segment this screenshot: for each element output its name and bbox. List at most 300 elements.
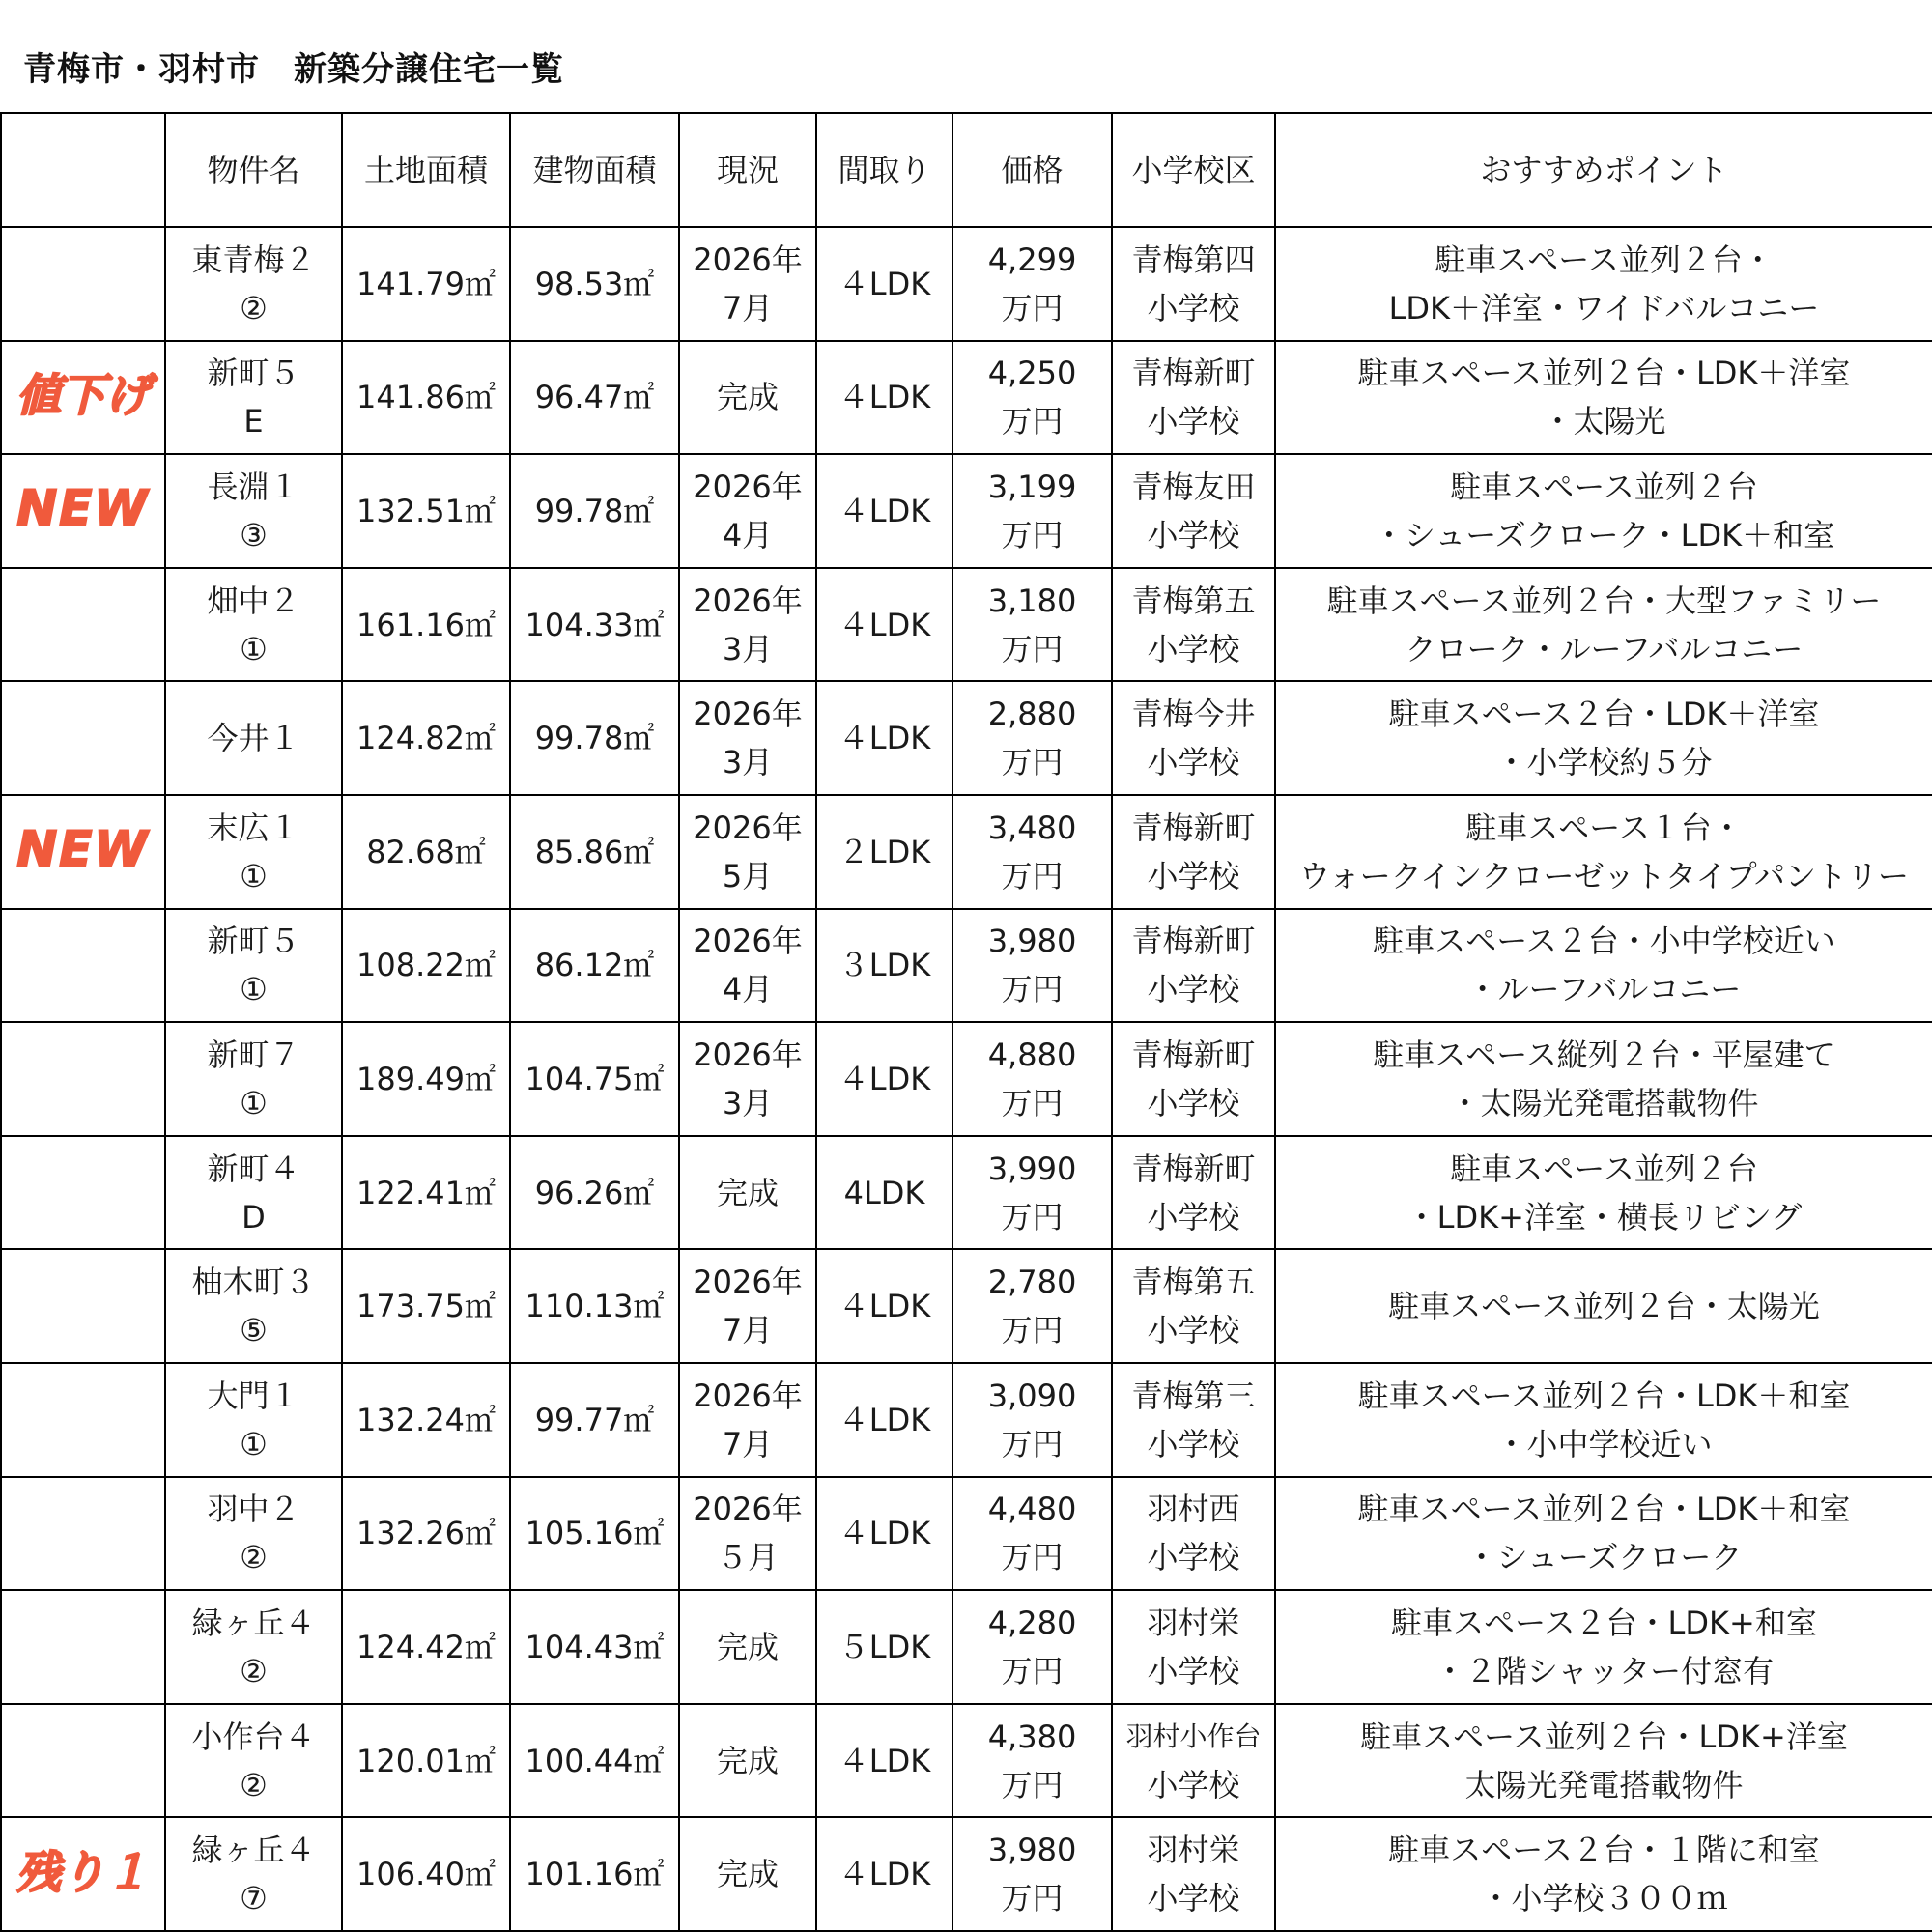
- building-area: 96.26㎡: [534, 1174, 655, 1211]
- price-cell: [952, 1363, 1112, 1477]
- property-name: ②: [240, 1539, 268, 1577]
- floor-layout: ４LDK: [838, 720, 931, 757]
- property-name: ③: [240, 516, 268, 554]
- property-name: D: [242, 1198, 266, 1236]
- floor-layout: ４LDK: [838, 1401, 931, 1438]
- status-text: 2026年: [693, 923, 803, 960]
- status-badge: NEW: [16, 479, 150, 536]
- recommend-point: ・LDK+洋室・横長リビング: [1406, 1198, 1803, 1236]
- property-name: 新町５: [207, 923, 300, 960]
- school-cell: [1112, 1249, 1275, 1363]
- layout-cell: [816, 454, 952, 568]
- building-area-cell: [510, 1590, 679, 1704]
- col-header-points: おすすめポイント: [1275, 113, 1932, 227]
- price-text: 万円: [1001, 744, 1064, 781]
- building-area-cell: [510, 681, 679, 795]
- recommend-point: 駐車スペース２台・１階に和室: [1388, 1832, 1820, 1869]
- property-name-cell: [165, 909, 342, 1023]
- price-text: 万円: [1001, 1652, 1064, 1690]
- price-text: 万円: [1001, 1766, 1064, 1804]
- recommend-point: ウォークインクローゼットタイプパントリー: [1298, 857, 1910, 895]
- recommend-point: ・ルーフバルコニー: [1466, 971, 1742, 1009]
- property-name: 長淵１: [207, 468, 300, 505]
- points-cell: [1275, 1249, 1932, 1363]
- school-district: 小学校: [1147, 516, 1240, 554]
- land-area-cell: [342, 341, 510, 455]
- floor-layout: ４LDK: [838, 1515, 931, 1552]
- school-district: 小学校: [1147, 1880, 1240, 1918]
- property-name: ①: [240, 857, 268, 895]
- status-cell: [679, 1704, 816, 1818]
- property-name: ②: [240, 1652, 268, 1690]
- property-name-cell: [165, 795, 342, 909]
- points-cell: [1275, 1022, 1932, 1136]
- status-cell: [679, 1136, 816, 1250]
- price-text: 万円: [1001, 289, 1064, 327]
- status-text: 3月: [722, 744, 774, 781]
- points-cell: [1275, 568, 1932, 682]
- property-name: ⑤: [240, 1312, 268, 1350]
- status-text: 7月: [722, 289, 774, 327]
- school-district: 小学校: [1147, 971, 1240, 1009]
- recommend-point: ・小学校３００ｍ: [1480, 1880, 1728, 1918]
- building-area: 104.75㎡: [525, 1060, 665, 1097]
- land-area-cell: [342, 1136, 510, 1250]
- recommend-point: ・シューズクローク・LDK＋和室: [1373, 516, 1835, 554]
- layout-cell: [816, 795, 952, 909]
- floor-layout: ４LDK: [838, 1060, 931, 1097]
- table-row[interactable]: [1, 909, 1932, 1023]
- price-text: 4,280: [987, 1604, 1077, 1641]
- status-text: 4月: [722, 516, 774, 554]
- recommend-point: 駐車スペース並列２台: [1450, 468, 1758, 505]
- building-area-cell: [510, 1136, 679, 1250]
- status-text: 完成: [716, 1174, 779, 1211]
- floor-layout: ４LDK: [838, 606, 931, 643]
- recommend-point: 駐車スペース２台・LDK＋洋室: [1388, 696, 1820, 733]
- floor-layout: ２LDK: [838, 833, 931, 870]
- points-cell: [1275, 795, 1932, 909]
- price-cell: [952, 1136, 1112, 1250]
- table-row[interactable]: [1, 795, 1932, 909]
- land-area-cell: [342, 681, 510, 795]
- price-cell: [952, 795, 1112, 909]
- status-text: 完成: [716, 1628, 779, 1665]
- school-district: 小学校: [1147, 403, 1240, 440]
- school-district: 青梅新町: [1131, 1150, 1256, 1187]
- price-cell: [952, 681, 1112, 795]
- table-row[interactable]: [1, 1817, 1932, 1931]
- land-area: 132.51㎡: [356, 492, 496, 529]
- property-name-cell: [165, 1590, 342, 1704]
- status-cell: [679, 681, 816, 795]
- land-area: 132.24㎡: [356, 1401, 496, 1438]
- building-area-cell: [510, 1249, 679, 1363]
- table-row[interactable]: [1, 341, 1932, 455]
- layout-cell: [816, 1022, 952, 1136]
- price-text: 万円: [1001, 1539, 1064, 1577]
- land-area: 141.79㎡: [356, 265, 496, 302]
- property-name-cell: [165, 1136, 342, 1250]
- property-name: 新町７: [207, 1036, 300, 1073]
- status-text: 2026年: [693, 468, 803, 505]
- property-name: ①: [240, 971, 268, 1009]
- floor-layout: ３LDK: [838, 947, 931, 984]
- status-text: 2026年: [693, 241, 803, 278]
- points-cell: [1275, 909, 1932, 1023]
- layout-cell: [816, 1477, 952, 1591]
- price-text: 万円: [1001, 403, 1064, 440]
- property-name: E: [243, 403, 264, 440]
- table-row[interactable]: [1, 1022, 1932, 1136]
- table-row[interactable]: [1, 1590, 1932, 1704]
- recommend-point: 駐車スペース２台・小中学校近い: [1373, 923, 1835, 960]
- status-text: 2026年: [693, 1491, 803, 1528]
- recommend-point: 太陽光発電搭載物件: [1464, 1766, 1744, 1804]
- table-row[interactable]: [1, 1136, 1932, 1250]
- land-area-cell: [342, 909, 510, 1023]
- school-district: 羽村栄: [1147, 1604, 1240, 1641]
- points-cell: [1275, 1136, 1932, 1250]
- recommend-point: 駐車スペース並列２台・LDK＋洋室: [1357, 355, 1851, 392]
- school-district: 小学校: [1147, 1198, 1240, 1236]
- property-name-cell: [165, 1022, 342, 1136]
- school-district: 小学校: [1147, 1766, 1240, 1804]
- floor-layout: ５LDK: [838, 1628, 931, 1665]
- property-name: ②: [240, 289, 268, 327]
- status-cell: [679, 909, 816, 1023]
- property-name-cell: [165, 681, 342, 795]
- land-area-cell: [342, 795, 510, 909]
- recommend-point: 駐車スペース並列２台・大型ファミリー: [1326, 582, 1882, 619]
- table-row[interactable]: [1, 454, 1932, 568]
- school-district: 青梅新町: [1131, 355, 1256, 392]
- col-header-name: 物件名: [165, 113, 342, 227]
- price-text: 4,250: [987, 355, 1077, 392]
- building-area: 96.47㎡: [534, 379, 655, 416]
- recommend-point: ・太陽光: [1542, 403, 1666, 440]
- price-cell: [952, 1249, 1112, 1363]
- status-cell: [679, 1590, 816, 1704]
- table-row[interactable]: [1, 1477, 1932, 1591]
- land-area: 82.68㎡: [366, 833, 486, 870]
- property-name-cell: [165, 568, 342, 682]
- price-text: 万円: [1001, 1198, 1064, 1236]
- status-text: 4月: [722, 971, 774, 1009]
- table-header-row: [1, 113, 1932, 227]
- land-area: 106.40㎡: [356, 1856, 496, 1893]
- price-text: 万円: [1001, 1880, 1064, 1918]
- school-cell: [1112, 681, 1275, 795]
- listing-table: [0, 112, 1932, 1932]
- building-area-cell: [510, 909, 679, 1023]
- price-cell: [952, 341, 1112, 455]
- table-row[interactable]: [1, 1704, 1932, 1818]
- recommend-point: 駐車スペース並列２台: [1450, 1150, 1758, 1187]
- status-text: ５月: [716, 1539, 779, 1577]
- price-text: 万円: [1001, 516, 1064, 554]
- price-text: 3,980: [987, 1832, 1077, 1869]
- recommend-point: ・シューズクローク: [1465, 1539, 1743, 1577]
- col-header-building-area: 建物面積: [510, 113, 679, 227]
- table-row[interactable]: [1, 1249, 1932, 1363]
- status-cell: [679, 795, 816, 909]
- floor-layout: ４LDK: [838, 379, 931, 416]
- school-cell: [1112, 1022, 1275, 1136]
- status-cell: [679, 1817, 816, 1931]
- building-area-cell: [510, 1022, 679, 1136]
- points-cell: [1275, 1704, 1932, 1818]
- land-area: 124.42㎡: [356, 1628, 496, 1665]
- status-cell: [679, 227, 816, 341]
- building-area: 86.12㎡: [534, 947, 655, 984]
- points-cell: [1275, 1590, 1932, 1704]
- school-district: 小学校: [1147, 289, 1240, 327]
- recommend-point: 駐車スペース並列２台・LDK＋和室: [1357, 1377, 1851, 1414]
- land-area: 141.86㎡: [356, 379, 496, 416]
- layout-cell: [816, 1817, 952, 1931]
- property-name: 緑ヶ丘４: [191, 1604, 316, 1641]
- school-district: 青梅第五: [1131, 1264, 1256, 1301]
- floor-layout: ４LDK: [838, 265, 931, 302]
- layout-cell: [816, 681, 952, 795]
- land-area: 122.41㎡: [356, 1174, 496, 1211]
- building-area-cell: [510, 227, 679, 341]
- table-row[interactable]: [1, 1363, 1932, 1477]
- tag-cell: [1, 568, 165, 682]
- building-area: 101.16㎡: [525, 1856, 665, 1893]
- property-name-cell: [165, 454, 342, 568]
- school-district: 青梅今井: [1131, 696, 1256, 733]
- status-cell: [679, 1022, 816, 1136]
- status-text: 2026年: [693, 1036, 803, 1073]
- school-district: 青梅友田: [1131, 468, 1256, 505]
- price-text: 万円: [1001, 857, 1064, 895]
- price-cell: [952, 568, 1112, 682]
- points-cell: [1275, 1363, 1932, 1477]
- property-name: 畑中２: [207, 582, 300, 619]
- tag-cell: [1, 1477, 165, 1591]
- status-text: 2026年: [693, 582, 803, 619]
- tag-cell: [1, 227, 165, 341]
- status-cell: [679, 1363, 816, 1477]
- layout-cell: [816, 1704, 952, 1818]
- price-cell: [952, 909, 1112, 1023]
- status-text: 2026年: [693, 809, 803, 846]
- land-area: 108.22㎡: [356, 947, 496, 984]
- table-row[interactable]: [1, 568, 1932, 682]
- points-cell: [1275, 1477, 1932, 1591]
- status-text: 5月: [722, 857, 774, 895]
- land-area-cell: [342, 454, 510, 568]
- property-name: 今井１: [207, 720, 300, 757]
- building-area: 99.77㎡: [534, 1401, 655, 1438]
- school-district: 青梅第五: [1131, 582, 1256, 619]
- school-cell: [1112, 1704, 1275, 1818]
- price-text: 3,980: [987, 923, 1077, 960]
- property-name: 新町５: [207, 355, 300, 392]
- price-text: 万円: [1001, 1084, 1064, 1122]
- land-area-cell: [342, 1363, 510, 1477]
- price-text: 4,380: [987, 1718, 1077, 1755]
- recommend-point: 駐車スペース並列２台・: [1435, 241, 1774, 278]
- layout-cell: [816, 568, 952, 682]
- layout-cell: [816, 1249, 952, 1363]
- col-header-status: 現況: [679, 113, 816, 227]
- property-name-cell: [165, 1817, 342, 1931]
- building-area-cell: [510, 341, 679, 455]
- col-header-school: 小学校区: [1112, 113, 1275, 227]
- price-text: 万円: [1001, 971, 1064, 1009]
- tag-cell: [1, 454, 165, 568]
- property-name: 羽中２: [207, 1491, 300, 1528]
- school-cell: [1112, 1363, 1275, 1477]
- school-district: 青梅第四: [1131, 241, 1256, 278]
- school-cell: [1112, 227, 1275, 341]
- price-text: 3,199: [987, 468, 1077, 505]
- land-area-cell: [342, 1590, 510, 1704]
- tag-cell: [1, 1363, 165, 1477]
- recommend-point: ・小学校約５分: [1495, 744, 1713, 781]
- school-cell: [1112, 1477, 1275, 1591]
- property-name: 東青梅２: [191, 241, 316, 278]
- school-district: 羽村栄: [1147, 1832, 1240, 1869]
- building-area-cell: [510, 1477, 679, 1591]
- floor-layout: ４LDK: [838, 1742, 931, 1779]
- floor-layout: ４LDK: [838, 492, 931, 529]
- price-cell: [952, 1022, 1112, 1136]
- price-text: 4,880: [987, 1036, 1077, 1073]
- status-text: 2026年: [693, 1377, 803, 1414]
- school-cell: [1112, 1817, 1275, 1931]
- recommend-point: ・太陽光発電搭載物件: [1449, 1084, 1759, 1122]
- school-district: 青梅新町: [1131, 809, 1256, 846]
- land-area-cell: [342, 568, 510, 682]
- school-district: 小学校: [1147, 1539, 1240, 1577]
- table-row[interactable]: [1, 227, 1932, 341]
- status-badge: NEW: [16, 820, 150, 877]
- building-area-cell: [510, 795, 679, 909]
- building-area-cell: [510, 454, 679, 568]
- layout-cell: [816, 1363, 952, 1477]
- layout-cell: [816, 909, 952, 1023]
- school-cell: [1112, 909, 1275, 1023]
- building-area: 104.33㎡: [525, 606, 665, 643]
- tag-cell: [1, 1249, 165, 1363]
- recommend-point: 駐車スペース縦列２台・平屋建て: [1373, 1036, 1835, 1073]
- price-text: 3,480: [987, 809, 1077, 846]
- col-header-price: 価格: [952, 113, 1112, 227]
- building-area: 110.13㎡: [525, 1288, 665, 1325]
- points-cell: [1275, 341, 1932, 455]
- school-district: 羽村小作台: [1125, 1719, 1262, 1752]
- property-name-cell: [165, 1704, 342, 1818]
- property-name: ②: [240, 1766, 268, 1804]
- recommend-point: クローク・ルーフバルコニー: [1405, 630, 1804, 668]
- layout-cell: [816, 1136, 952, 1250]
- land-area-cell: [342, 1249, 510, 1363]
- property-name: ⑦: [240, 1880, 268, 1918]
- land-area: 124.82㎡: [356, 720, 496, 757]
- price-text: 万円: [1001, 1312, 1064, 1350]
- price-text: 万円: [1001, 1425, 1064, 1463]
- layout-cell: [816, 227, 952, 341]
- table-row[interactable]: [1, 681, 1932, 795]
- land-area-cell: [342, 1477, 510, 1591]
- property-name: 柚木町３: [191, 1264, 316, 1301]
- building-area-cell: [510, 568, 679, 682]
- price-text: 3,990: [987, 1150, 1077, 1187]
- col-header-tag: [1, 113, 165, 227]
- land-area: 132.26㎡: [356, 1515, 496, 1552]
- land-area: 161.16㎡: [356, 606, 496, 643]
- tag-cell: [1, 341, 165, 455]
- property-name: ①: [240, 630, 268, 668]
- building-area: 105.16㎡: [525, 1515, 665, 1552]
- building-area-cell: [510, 1704, 679, 1818]
- land-area-cell: [342, 1704, 510, 1818]
- school-district: 青梅第三: [1131, 1377, 1256, 1414]
- floor-layout: 4LDK: [843, 1174, 925, 1211]
- points-cell: [1275, 227, 1932, 341]
- tag-cell: [1, 1022, 165, 1136]
- price-text: 3,090: [987, 1377, 1077, 1414]
- school-cell: [1112, 341, 1275, 455]
- points-cell: [1275, 454, 1932, 568]
- price-text: 2,880: [987, 696, 1077, 733]
- school-cell: [1112, 1136, 1275, 1250]
- building-area: 99.78㎡: [534, 720, 655, 757]
- recommend-point: ・２階シャッター付窓有: [1434, 1652, 1775, 1690]
- recommend-point: 駐車スペース並列２台・LDK+洋室: [1360, 1718, 1848, 1755]
- layout-cell: [816, 1590, 952, 1704]
- floor-layout: ４LDK: [838, 1288, 931, 1325]
- status-text: 完成: [716, 379, 779, 416]
- status-text: 2026年: [693, 696, 803, 733]
- school-district: 小学校: [1147, 1084, 1240, 1122]
- school-district: 青梅新町: [1131, 923, 1256, 960]
- school-district: 小学校: [1147, 744, 1240, 781]
- col-header-land-area: 土地面積: [342, 113, 510, 227]
- land-area-cell: [342, 227, 510, 341]
- status-cell: [679, 568, 816, 682]
- tag-cell: [1, 909, 165, 1023]
- property-name: 緑ヶ丘４: [191, 1832, 316, 1869]
- status-text: 7月: [722, 1425, 774, 1463]
- building-area: 98.53㎡: [534, 265, 655, 302]
- school-cell: [1112, 1590, 1275, 1704]
- status-cell: [679, 1249, 816, 1363]
- price-cell: [952, 1590, 1112, 1704]
- points-cell: [1275, 1817, 1932, 1931]
- recommend-point: ・小中学校近い: [1495, 1425, 1713, 1463]
- price-cell: [952, 454, 1112, 568]
- recommend-point: 駐車スペース２台・LDK+和室: [1391, 1604, 1817, 1641]
- property-name: 末広１: [207, 809, 300, 846]
- price-cell: [952, 1704, 1112, 1818]
- page-title: 青梅市・羽村市 新築分譲住宅一覧: [23, 50, 564, 89]
- recommend-point: 駐車スペース並列２台・LDK＋和室: [1357, 1491, 1851, 1528]
- school-cell: [1112, 454, 1275, 568]
- land-area-cell: [342, 1817, 510, 1931]
- school-cell: [1112, 568, 1275, 682]
- property-name-cell: [165, 1249, 342, 1363]
- tag-cell: [1, 1590, 165, 1704]
- price-cell: [952, 1817, 1112, 1931]
- property-name-cell: [165, 1477, 342, 1591]
- land-area: 173.75㎡: [356, 1288, 496, 1325]
- price-cell: [952, 1477, 1112, 1591]
